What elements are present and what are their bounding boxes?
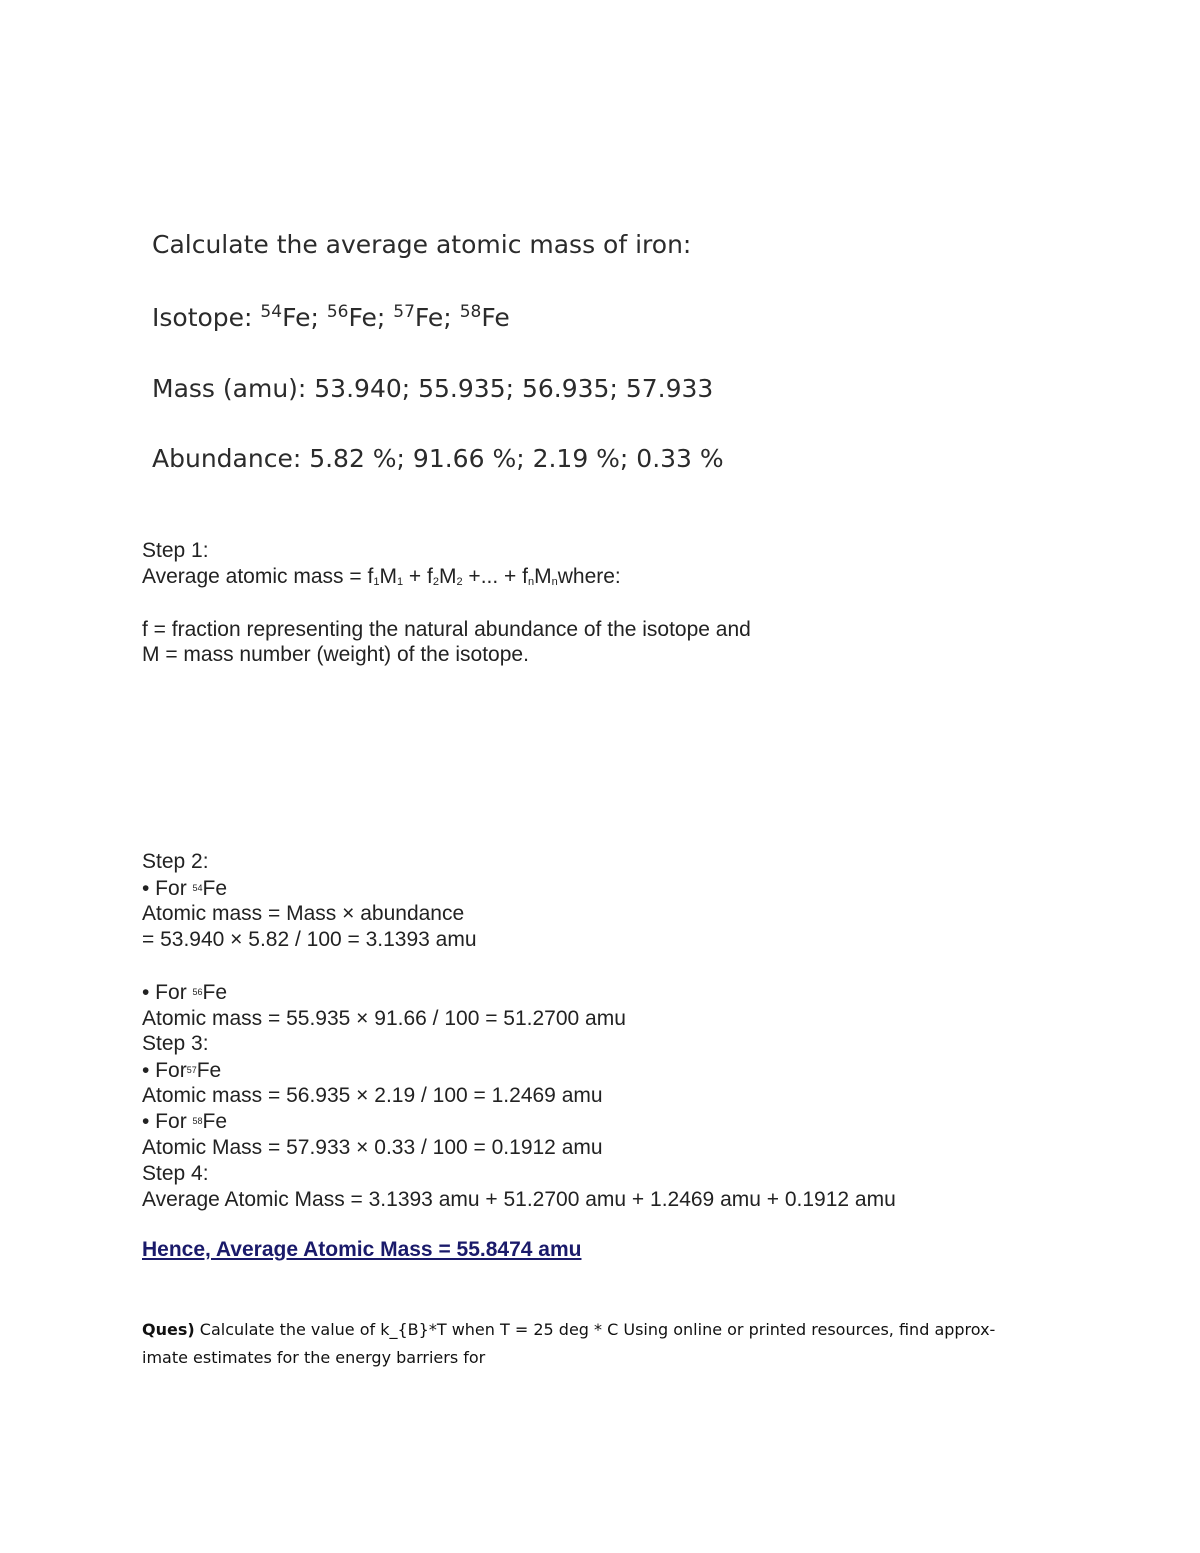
isotope-symbol: Fe bbox=[196, 1059, 222, 1082]
step2-for-54 bbox=[142, 875, 227, 902]
step3-for-58 bbox=[142, 1108, 227, 1135]
isotope-mass-number: 56 bbox=[192, 987, 203, 997]
calc-58: Atomic Mass = 57.933 × 0.33 / 100 = 0.1912 amu bbox=[142, 1136, 603, 1159]
formula-subscript: 1 bbox=[373, 576, 380, 588]
formula-subscript: 1 bbox=[396, 576, 404, 588]
step3-for-57 bbox=[142, 1057, 221, 1084]
question-prefix: Ques) bbox=[142, 1320, 195, 1339]
mass-line: Mass (amu): 53.940; 55.935; 56.935; 57.933 bbox=[152, 374, 714, 403]
formula-subscript: 2 bbox=[432, 576, 439, 588]
bullet-text: • For bbox=[142, 1059, 187, 1082]
isotope-symbol: Fe bbox=[202, 1110, 228, 1133]
atomic-mass-definition: Atomic mass = Mass × abundance bbox=[142, 902, 465, 925]
formula-subscript: n bbox=[527, 576, 535, 588]
isotope-mass-number: 58 bbox=[459, 302, 482, 322]
step4-heading: Step 4: bbox=[142, 1162, 209, 1185]
formula-subscript: n bbox=[551, 576, 558, 588]
isotope-symbol: Fe; bbox=[348, 303, 386, 332]
calc-56: Atomic mass = 55.935 × 91.66 / 100 = 51.2700 amu bbox=[142, 1007, 626, 1030]
calc-54: = 53.940 × 5.82 / 100 = 3.1393 amu bbox=[142, 928, 477, 951]
isotope-mass-number: 57 bbox=[393, 302, 415, 322]
isotope-mass-number: 57 bbox=[186, 1065, 197, 1075]
m-definition: M = mass number (weight) of the isotope. bbox=[142, 643, 529, 666]
isotope-mass-number: 58 bbox=[192, 1116, 203, 1126]
isotope-mass-number: 56 bbox=[326, 302, 349, 322]
isotope-symbol: Fe; bbox=[282, 303, 319, 332]
question-text: Calculate the value of k_{B}*T when T = 25 deg * C Using online or printed resources, find approx- bbox=[194, 1320, 996, 1339]
bullet-text: • For bbox=[142, 1110, 193, 1133]
f-definition: f = fraction representing the natural abundance of the isotope and bbox=[142, 618, 751, 641]
formula-text: +... + f bbox=[462, 565, 528, 588]
isotope-symbol: Fe bbox=[202, 877, 228, 900]
step3-heading: Step 3: bbox=[142, 1032, 209, 1055]
calc-57: Atomic mass = 56.935 × 2.19 / 100 = 1.2469 amu bbox=[142, 1084, 603, 1107]
formula-subscript: 2 bbox=[456, 576, 463, 588]
bullet-text: • For bbox=[142, 877, 193, 900]
formula-text: M bbox=[379, 565, 397, 588]
isotope-symbol: Fe; bbox=[414, 303, 452, 332]
isotope-symbol: Fe bbox=[202, 981, 228, 1004]
isotope-symbol: Fe bbox=[481, 303, 510, 332]
formula-text: where: bbox=[557, 565, 621, 588]
formula-text: Average atomic mass = f bbox=[142, 565, 374, 588]
formula-text: M bbox=[438, 565, 457, 588]
step4-sum: Average Atomic Mass = 3.1393 amu + 51.2700 amu + 1.2469 amu + 0.1912 amu bbox=[142, 1188, 896, 1211]
step2-for-56 bbox=[142, 979, 227, 1006]
step1-formula bbox=[142, 564, 621, 595]
header-title: Calculate the average atomic mass of iron: bbox=[152, 230, 692, 259]
isotope-mass-number: 54 bbox=[260, 302, 283, 322]
isotope-line bbox=[152, 303, 510, 332]
bullet-text: • For bbox=[142, 981, 193, 1004]
isotope-label: Isotope: bbox=[152, 303, 253, 332]
step1-heading: Step 1: bbox=[142, 539, 209, 562]
formula-text: M bbox=[534, 565, 552, 588]
formula-text: + f bbox=[403, 565, 433, 588]
step2-heading: Step 2: bbox=[142, 850, 209, 873]
question-line-2: imate estimates for the energy barriers for bbox=[142, 1348, 486, 1367]
final-result: Hence, Average Atomic Mass = 55.8474 amu bbox=[142, 1238, 582, 1261]
question-line-1 bbox=[142, 1320, 995, 1339]
isotope-mass-number: 54 bbox=[192, 883, 203, 893]
abundance-line: Abundance: 5.82 %; 91.66 %; 2.19 %; 0.33 % bbox=[152, 444, 724, 473]
